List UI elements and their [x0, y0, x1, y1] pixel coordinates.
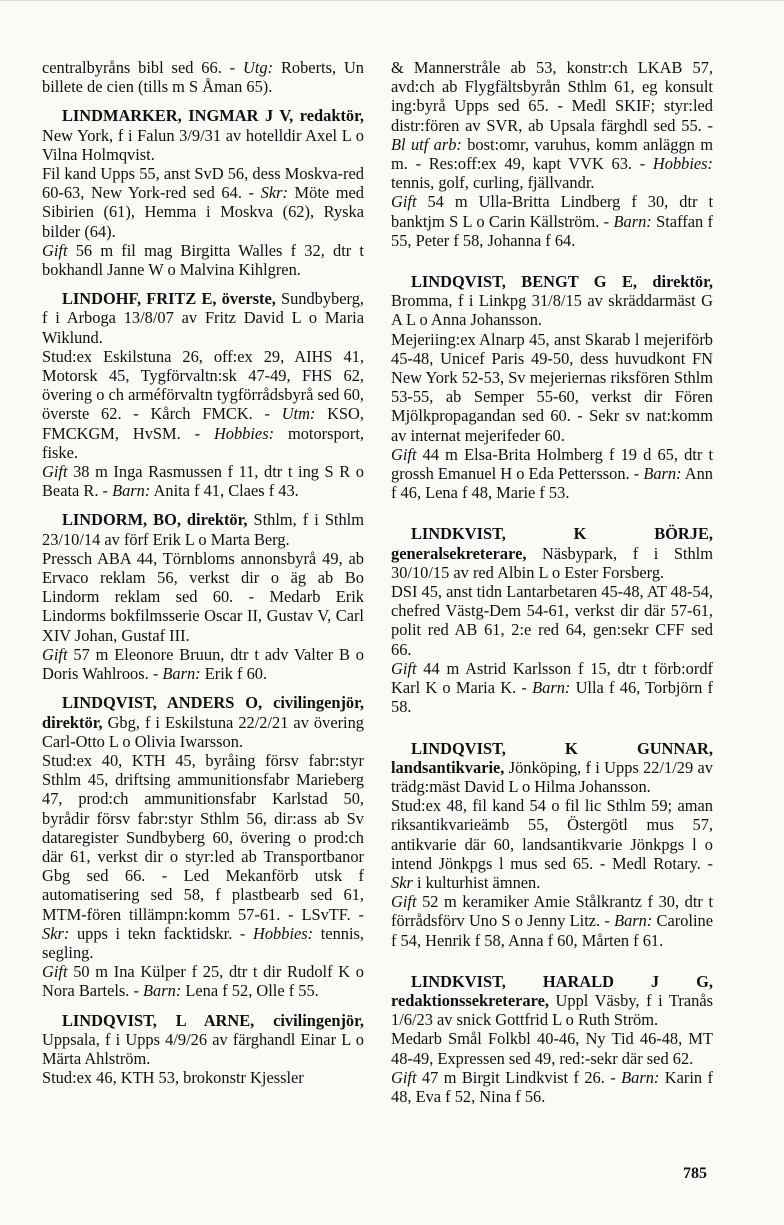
entry-text: Stud:ex 48, fil kand 54 o fil lic Sthlm 59; aman riksantikvarieämb 55, Östergötl mus 57, antikvarie där 60, landsantikvarie Jönkpgs l o intend Jönkpgs l mus sed 65. - Medl Rotary. -	[391, 796, 713, 873]
italic-label: Skr:	[260, 183, 288, 203]
entry-text: Staffan f 55, Peter f 58, Johanna f 64.	[391, 211, 713, 250]
entry-paragraph	[391, 445, 713, 503]
entry-paragraph	[391, 659, 713, 717]
italic-label: Hobbies:	[213, 423, 275, 443]
italic-label: Gift	[391, 892, 417, 912]
italic-label: Barn:	[143, 981, 182, 1001]
entry-text: 44 m Astrid Karlsson f 15, dtr t förb:ordf Karl K o Maria K. -	[391, 658, 713, 698]
entry-text: 54 m Ulla-Britta Lindberg f 30, dtr t banktjm S L o Carin Källström. -	[391, 192, 713, 231]
entry-text: KSO, FMCKGM, HvSM. -	[42, 404, 364, 443]
entry-text: Karin f 48, Eva f 52, Nina f 56.	[391, 1067, 713, 1106]
italic-label: Gift	[391, 192, 417, 212]
italic-label: Barn:	[162, 664, 201, 684]
entry-heading: LINDQVIST, L ARNE, civilingenjör,	[62, 1010, 364, 1030]
biography-entry	[42, 510, 364, 683]
entry-text: Caroline f 54, Henrik f 58, Anna f 60, Mårten f 61.	[391, 911, 713, 950]
entry-text: centralbyråns bibl sed 66. -	[42, 58, 244, 77]
entry-text: 50 m Ina Külper f 25, dtr t dir Rudolf K o Nora Bartels. -	[42, 962, 364, 1001]
italic-label: Skr	[391, 872, 413, 892]
entry-paragraph	[391, 582, 713, 659]
biography-entry	[42, 1011, 364, 1088]
entry-heading: LINDQVIST, K GUNNAR, landsantikvarie,	[391, 738, 713, 777]
italic-label: Skr:	[42, 923, 70, 943]
entry-first-paragraph	[42, 58, 364, 96]
italic-label: Hobbies:	[652, 154, 713, 174]
page-number: 785	[683, 1165, 707, 1182]
entry-paragraph	[391, 796, 713, 892]
entry-text: Ann f 46, Lena f 48, Marie f 53.	[391, 464, 713, 503]
biography-entry	[391, 972, 713, 1106]
entry-text: Pressch ABA 44, Törnbloms annonsbyrå 49, ab Ervaco reklam 56, verkst dir o äg ab Bo Lindorm reklam sed 60. - Medarb Erik Lindorms bokfilmsserie Oscar II, Gustav V, Carl XIV Johan, Gustaf III.	[42, 548, 364, 645]
entry-paragraph	[42, 164, 364, 241]
entry-text: Möte med Sibirien (61), Hemma i Moskva (62), Ryska bilder (64).	[42, 183, 364, 241]
italic-label: Utm:	[281, 404, 316, 424]
entry-text: Ulla f 46, Torbjörn f 58.	[391, 678, 713, 717]
biography-entry	[42, 106, 364, 279]
italic-label: Gift	[42, 462, 68, 482]
entry-text: Anita f 41, Claes f 43.	[150, 481, 299, 501]
entry-text: 57 m Eleonore Bruun, dtr t adv Valter B o Doris Wahlroos. -	[42, 644, 364, 684]
entry-paragraph	[391, 1029, 713, 1067]
entry-text: Gbg, f i Eskilstuna 22/2/21 av övering Carl-Otto L o Olivia Iwarsson.	[42, 712, 364, 751]
entry-text: tennis, golf, curling, fjällvandr.	[391, 173, 595, 193]
entry-first-paragraph	[42, 289, 364, 347]
entry-paragraph	[42, 549, 364, 645]
entry-paragraph	[391, 892, 713, 950]
entry-paragraph	[42, 1068, 364, 1087]
entry-heading: LINDQVIST, ANDERS O, civilingenjör, direktör,	[42, 693, 364, 732]
italic-label: Barn:	[532, 678, 571, 698]
entry-heading: LINDOHF, FRITZ E, överste,	[62, 289, 276, 309]
biography-entry	[391, 739, 713, 950]
entry-text: Sthlm, f i Sthlm 23/10/14 av förf Erik L o Marta Berg.	[42, 510, 364, 549]
entry-text: Näsbypark, f i Sthlm 30/10/15 av red Albin L o Ester Forsberg.	[391, 543, 713, 582]
entry-paragraph	[42, 462, 364, 500]
entry-text: Stud:ex 40, KTH 45, byråing försv fabr:styr Sthlm 45, driftsing ammunitionsfabr Marieberg 47, prod:ch ammunitionsfabr Karlstad 50, byrådir försv fabr:styr Sthlm 56, dir:ass ab Sv dataregister Sundbyberg 60, övering o prod:ch där 61, verkst dir o styr:led ab Transportbanor Gbg sed 66. - Led Mekanförb utsk f automatisering sed 58, f plastbearb sed 61, MTM-fören tillämpn:komm 57-61. - LSvTF. -	[42, 750, 364, 924]
entry-text: Jönköping, f i Upps 22/1/29 av trädg:mäst David L o Hilma Johansson.	[391, 757, 713, 796]
italic-label: Gift	[42, 644, 68, 664]
entry-text: Medarb Smål Folkbl 40-46, Ny Tid 46-48, MT 48-49, Expressen sed 49, red:-sekr där sed 62.	[391, 1029, 713, 1068]
italic-label: Gift	[391, 1067, 417, 1087]
entry-heading: LINDKVIST, HARALD J G, redaktionssekreterare,	[391, 971, 713, 1010]
italic-label: Barn:	[643, 464, 682, 484]
biography-entry	[391, 524, 713, 716]
entry-text: upps i tekn facktidskr. -	[69, 923, 254, 943]
entry-text: Uppl Väsby, f i Tranås 1/6/23 av snick Gottfrid L o Ruth Ström.	[391, 990, 713, 1030]
italic-label: Gift	[42, 240, 68, 260]
entry-paragraph	[391, 1068, 713, 1106]
entry-text: Bromma, f i Linkpg 31/8/15 av skräddarmäst G A L o Anna Johansson.	[391, 291, 713, 330]
left-column	[42, 58, 364, 1097]
biography-entry	[42, 58, 364, 96]
entry-first-paragraph	[391, 272, 713, 330]
entry-text: Lena f 52, Olle f 55.	[181, 981, 319, 1001]
italic-label: Bl utf arb:	[391, 134, 462, 154]
entry-text: Erik f 60.	[200, 664, 268, 684]
entry-heading: LINDMARKER, INGMAR J V, redaktör,	[62, 106, 364, 126]
page-top-edge	[0, 0, 784, 1]
entry-text: 38 m Inga Rasmussen f 11, dtr t ing S R o Beata R. -	[42, 462, 364, 501]
italic-label: Gift	[391, 658, 417, 678]
entry-text: tennis, segling.	[42, 923, 364, 962]
biography-entry	[42, 693, 364, 1000]
entry-paragraph	[391, 330, 713, 445]
entry-first-paragraph	[391, 524, 713, 582]
entry-text: bost:omr, varuhus, komm anläggn m m. - Res:off:ex 49, kapt VVK 63. -	[391, 134, 713, 174]
entry-text: DSI 45, anst tidn Lantarbetaren 45-48, AT 48-54, chefred Västg-Dem 54-61, verkst dir där 57-61, polit red AB 61, 2:e red 64, gen:sekr CFF sed 66.	[391, 582, 713, 659]
italic-label: Barn:	[614, 911, 653, 931]
entry-first-paragraph	[42, 106, 364, 164]
italic-label: Barn:	[621, 1067, 660, 1087]
entry-text: & Mannerstråle ab 53, konstr:ch LKAB 57, avd:ch ab Flygfältsbyrån Sthlm 61, eg konsult ing:byrå Upps sed 65. - Medl SKIF; styr:led distr:fören av SVR, ab Upsala färghdl sed 55. -	[391, 58, 713, 135]
entry-paragraph	[42, 751, 364, 962]
entry-first-paragraph	[391, 58, 713, 192]
italic-label: Barn:	[613, 211, 652, 231]
entry-heading: LINDKVIST, K BÖRJE, generalsekreterare,	[391, 524, 713, 563]
entry-first-paragraph	[42, 510, 364, 548]
entry-text: 56 m fil mag Birgitta Walles f 32, dtr t bokhandl Janne W o Malvina Kihlgren.	[42, 240, 364, 280]
entry-text: New York, f i Falun 3/9/31 av hotelldir Axel L o Vilna Holmqvist.	[42, 125, 364, 164]
italic-label: Hobbies:	[253, 923, 314, 943]
entry-text: 44 m Elsa-Brita Holmberg f 19 d 65, dtr t grossh Emanuel H o Eda Pettersson. -	[391, 444, 713, 484]
entry-first-paragraph	[391, 739, 713, 797]
entry-paragraph	[42, 962, 364, 1000]
entry-text: Fil kand Upps 55, anst SvD 56, dess Moskva-red 60-63, New York-red sed 64. -	[42, 164, 364, 203]
entry-text: 47 m Birgit Lindkvist f 26. -	[416, 1067, 622, 1087]
italic-label: Gift	[42, 962, 68, 982]
biography-entry	[391, 58, 713, 250]
entry-text: i kulturhist ämnen.	[412, 872, 541, 892]
entry-heading: LINDQVIST, BENGT G E, direktör,	[411, 272, 713, 292]
entry-paragraph	[42, 347, 364, 462]
entry-text: Stud:ex Eskilstuna 26, off:ex 29, AIHS 41, Motorsk 45, Tygförvaltn:sk 47-49, FHS 62, övering o ch arméförvaltn tygförrådsbyrå sed 60, överste 62. - Kårch FMCK. -	[42, 346, 364, 424]
entry-text: motorsport, fiske.	[42, 423, 364, 462]
biography-entry	[42, 289, 364, 500]
italic-label: Barn:	[112, 481, 151, 501]
entry-text: Uppsala, f i Upps 4/9/26 av färghandl Einar L o Märta Ahlström.	[42, 1029, 364, 1068]
entry-first-paragraph	[42, 693, 364, 751]
italic-label: Gift	[391, 444, 417, 464]
entry-text: 52 m keramiker Amie Stålkrantz f 30, dtr t förrådsförv Uno S o Jenny Litz. -	[391, 892, 713, 931]
entry-text: Sundbyberg, f i Arboga 13/8/07 av Fritz David L o Maria Wiklund.	[42, 289, 364, 347]
entry-paragraph	[391, 192, 713, 250]
entry-paragraph	[42, 645, 364, 683]
entry-heading: LINDORM, BO, direktör,	[62, 510, 248, 530]
entry-first-paragraph	[42, 1011, 364, 1069]
right-column	[391, 58, 713, 1116]
biography-entry	[391, 272, 713, 502]
entry-text: Stud:ex 46, KTH 53, brokonstr Kjessler	[42, 1068, 304, 1088]
entry-text: Mejeriing:ex Alnarp 45, anst Skarab l mejeriförb 45-48, Unicef Paris 49-50, dess huvudkont FN New York 52-53, Sv mejeriernas riksfören Sthlm 53-55, ab Semper 55-60, verkst dir Fören Mjölkpropagandan sed 60. - Sekr sv nat:komm av internat mejerifeder 60.	[391, 329, 713, 445]
italic-label: Utg:	[243, 58, 274, 77]
entry-first-paragraph	[391, 972, 713, 1030]
entry-paragraph	[42, 241, 364, 279]
entry-text: Roberts, Un billete de cien (tills m S Åman 65).	[42, 58, 364, 97]
